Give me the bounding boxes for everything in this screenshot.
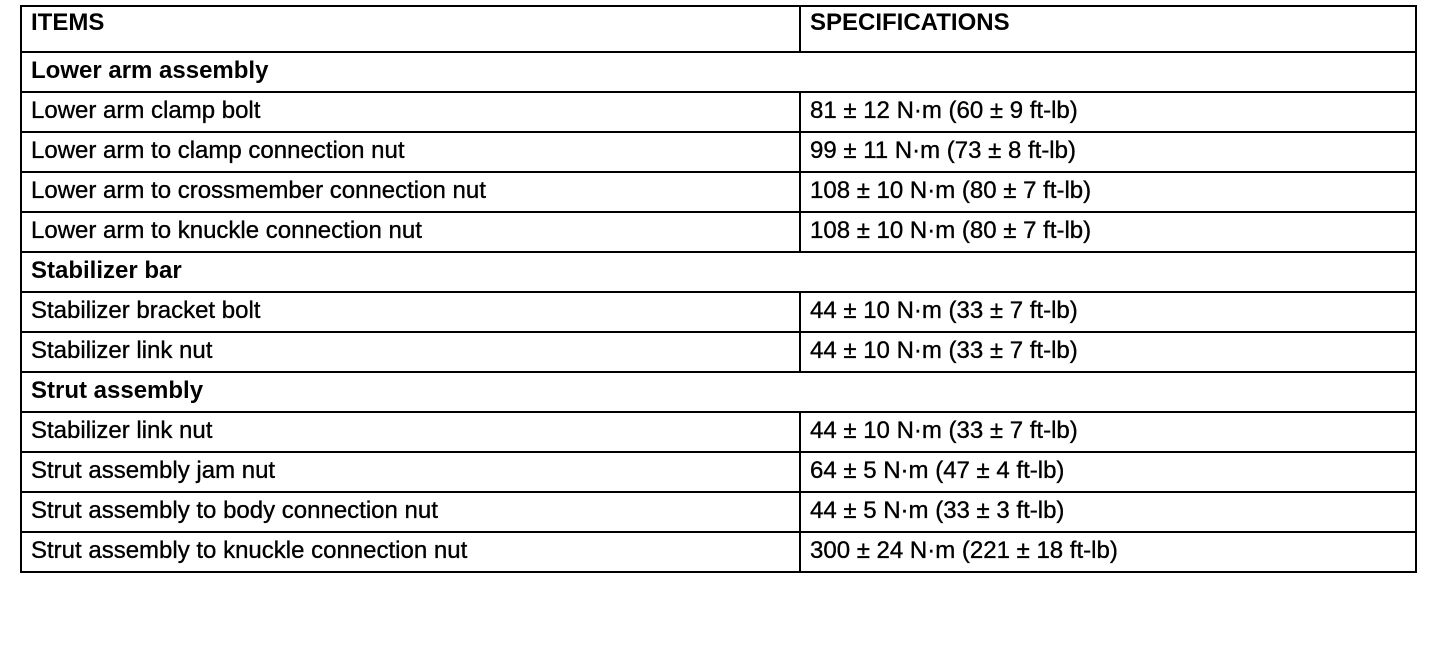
item-cell: Lower arm to crossmember connection nut	[21, 172, 800, 212]
item-cell: Stabilizer bracket bolt	[21, 292, 800, 332]
items-column-header: ITEMS	[21, 6, 800, 52]
spec-cell: 108 ± 10 N·m (80 ± 7 ft-lb)	[800, 172, 1416, 212]
spec-cell: 44 ± 10 N·m (33 ± 7 ft-lb)	[800, 332, 1416, 372]
spec-cell: 44 ± 10 N·m (33 ± 7 ft-lb)	[800, 412, 1416, 452]
table-row	[21, 492, 1416, 532]
table-row	[21, 452, 1416, 492]
spec-cell: 44 ± 5 N·m (33 ± 3 ft-lb)	[800, 492, 1416, 532]
specifications-column-header: SPECIFICATIONS	[800, 6, 1416, 52]
torque-specifications-table	[20, 5, 1417, 573]
section-title: Lower arm assembly	[21, 52, 1416, 92]
table-row	[21, 412, 1416, 452]
section-row-lower-arm-assembly	[21, 52, 1416, 92]
item-cell: Stabilizer link nut	[21, 332, 800, 372]
section-title: Stabilizer bar	[21, 252, 1416, 292]
item-cell: Stabilizer link nut	[21, 412, 800, 452]
section-title: Strut assembly	[21, 372, 1416, 412]
item-cell: Lower arm to clamp connection nut	[21, 132, 800, 172]
spec-cell: 108 ± 10 N·m (80 ± 7 ft-lb)	[800, 212, 1416, 252]
spec-cell: 81 ± 12 N·m (60 ± 9 ft-lb)	[800, 92, 1416, 132]
item-cell: Lower arm to knuckle connection nut	[21, 212, 800, 252]
item-cell: Strut assembly to body connection nut	[21, 492, 800, 532]
spec-cell: 99 ± 11 N·m (73 ± 8 ft-lb)	[800, 132, 1416, 172]
section-row-stabilizer-bar	[21, 252, 1416, 292]
spec-cell: 300 ± 24 N·m (221 ± 18 ft-lb)	[800, 532, 1416, 572]
section-row-strut-assembly	[21, 372, 1416, 412]
table-row	[21, 172, 1416, 212]
table-row	[21, 92, 1416, 132]
item-cell: Strut assembly jam nut	[21, 452, 800, 492]
table-header-row	[21, 6, 1416, 52]
table-row	[21, 532, 1416, 572]
item-cell: Lower arm clamp bolt	[21, 92, 800, 132]
item-cell: Strut assembly to knuckle connection nut	[21, 532, 800, 572]
spec-cell: 44 ± 10 N·m (33 ± 7 ft-lb)	[800, 292, 1416, 332]
table-row	[21, 332, 1416, 372]
table-row	[21, 132, 1416, 172]
table-row	[21, 212, 1416, 252]
spec-cell: 64 ± 5 N·m (47 ± 4 ft-lb)	[800, 452, 1416, 492]
table-row	[21, 292, 1416, 332]
